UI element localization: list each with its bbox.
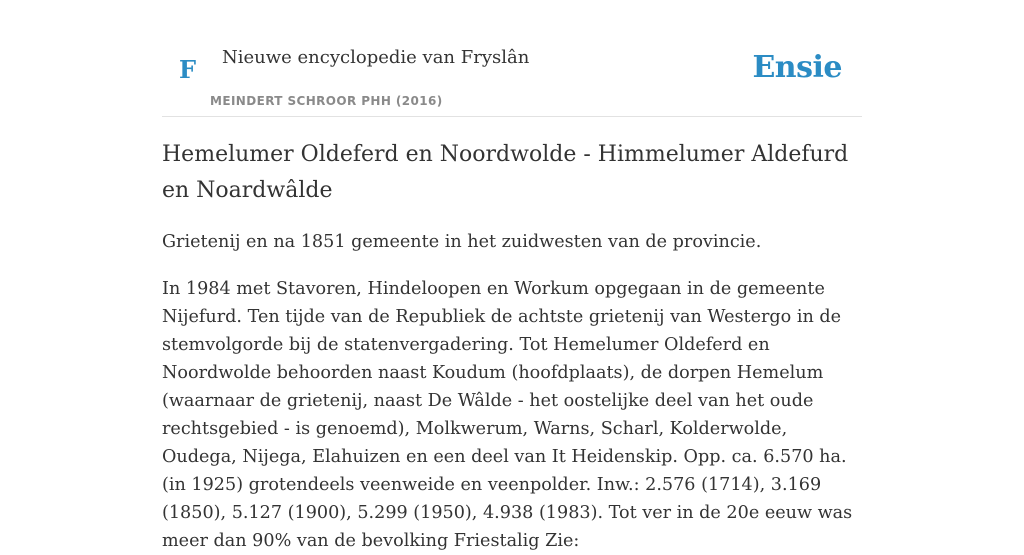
book-author: MEINDERT SCHROOR PHH (2016) — [210, 94, 443, 108]
article-body: In 1984 met Stavoren, Hindeloopen en Workum opgegaan in de gemeente Nijefurd. Ten tijde van de Republiek de achtste grietenij van Westergo in de stemvolgorde bij de statenvergadering. Tot Hemelumer Oldeferd en Noordwolde behoorden naast Koudum (hoofdplaats), de dorpen Hemelum (waarnaar de grietenij, naast De Wâlde - het oostelijke deel van het oude rechtsgebied - is genoemd), Molkwerum, Warns, Scharl, Kolderwolde, Oudega, Nijega, Elahuizen en een deel van It Heidenskip. Opp. ca. 6.570 ha. (in 1925) grotendeels veenweide en veenpolder. Inw.: 2.576 (1714), 3.169 (1850), 5.127 (1900), 5.299 (1950), 4.938 (1983). Tot ver in de 20e eeuw was meer dan 90% van de bevolking Friestalig Zie: — [162, 279, 853, 551]
book-title[interactable]: Nieuwe encyclopedie van Fryslân — [222, 47, 530, 68]
page-container — [162, 0, 862, 551]
article-title: Hemelumer Oldeferd en Noordwolde - Himmelumer Aldefurd en Noardwâlde — [162, 142, 849, 203]
book-logo[interactable]: F — [179, 55, 197, 84]
brand-logo[interactable]: Ensie — [752, 50, 842, 85]
page-header — [162, 0, 862, 117]
article-intro: Grietenij en na 1851 gemeente in het zuidwesten van de provincie. — [162, 232, 762, 252]
